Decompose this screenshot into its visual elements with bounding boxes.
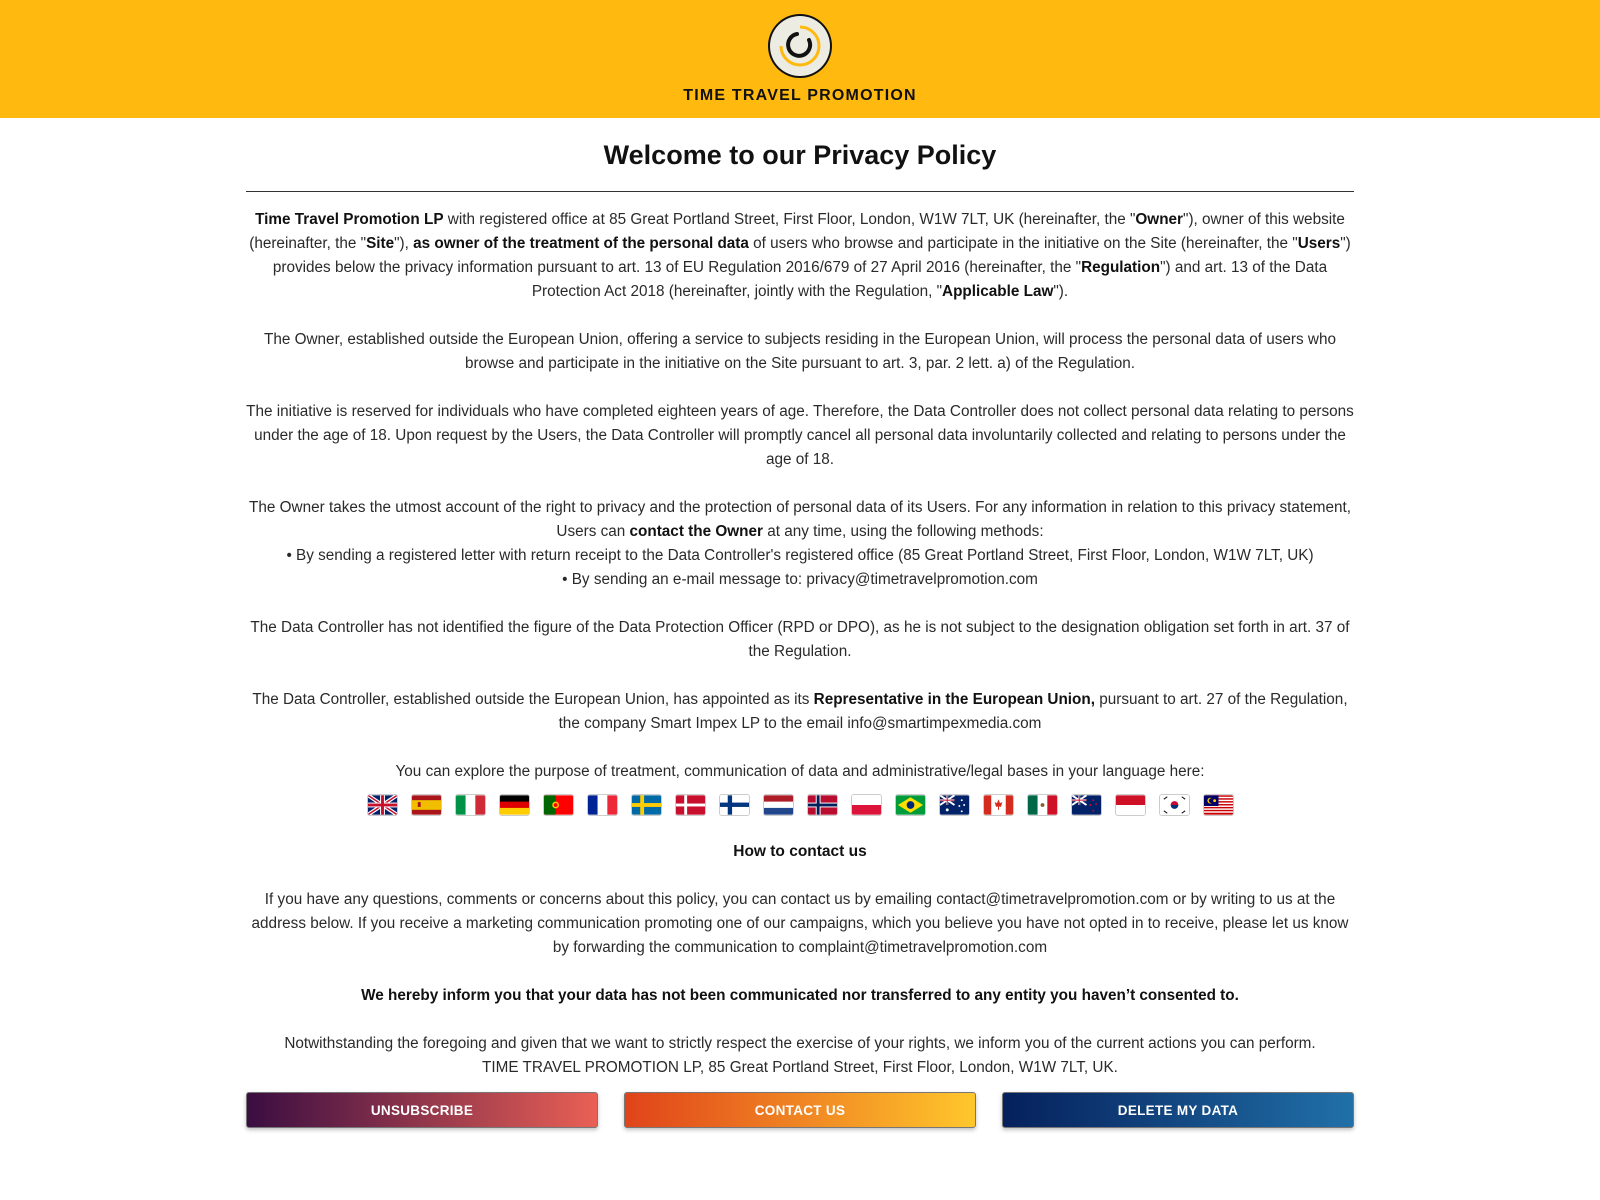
company-address: TIME TRAVEL PROMOTION LP, 85 Great Portland Street, First Floor, London, W1W 7LT, UK. [482, 1059, 1118, 1076]
italy-flag-icon[interactable] [455, 794, 486, 816]
indonesia-flag-icon[interactable] [1115, 794, 1146, 816]
netherlands-flag-icon[interactable] [763, 794, 794, 816]
page-title: Welcome to our Privacy Policy [603, 140, 997, 170]
site-header [0, 0, 1600, 118]
norway-flag-icon[interactable] [807, 794, 838, 816]
language-intro: You can explore the purpose of treatment, communication of data and administrative/legal bases in your language here: [395, 763, 1205, 780]
text: at any time, using the following methods: [762, 523, 1044, 540]
language-flags [246, 794, 1354, 816]
eu-scope-paragraph: The Owner, established outside the European Union, offering a service to subjects residing in the European Union, will process the personal data of users who browse and participate in the initiative on the Site pursuant to art. 3, par. 2 lett. a) of the Regulation. [264, 331, 1336, 372]
rights-text: Notwithstanding the foregoing and given that we want to strictly respect the exercise of your rights, we inform you of the current actions you can perform. [284, 1035, 1316, 1052]
text: ") and art. 13 of the Data Protection Act 2018 (hereinafter, jointly with the Regulation, " [531, 259, 1328, 300]
australia-flag-icon[interactable] [939, 794, 970, 816]
owner-name: Time Travel Promotion LP [255, 211, 444, 228]
brazil-flag-icon[interactable] [895, 794, 926, 816]
spain-flag-icon[interactable] [411, 794, 442, 816]
text: "), [394, 235, 414, 252]
poland-flag-icon[interactable] [851, 794, 882, 816]
malaysia-flag-icon[interactable] [1203, 794, 1234, 816]
delete-my-data-button[interactable]: DELETE MY DATA [1002, 1092, 1354, 1128]
text: The Data Controller, established outside the European Union, has appointed as its [252, 691, 814, 708]
contact-heading: How to contact us [733, 843, 867, 860]
action-buttons [246, 1092, 1354, 1128]
uk-flag-icon[interactable] [367, 794, 398, 816]
contact-methods-paragraph [246, 496, 1354, 592]
text: The Owner takes the utmost account of the right to privacy and the protection of personal data of its Users. For any information in relation to this privacy statement, Users can [249, 499, 1351, 540]
canada-flag-icon[interactable] [983, 794, 1014, 816]
contact-us-button[interactable]: CONTACT US [624, 1092, 976, 1128]
germany-flag-icon[interactable] [499, 794, 530, 816]
eu-representative-paragraph [246, 688, 1354, 736]
text: ") provides below the privacy information pursuant to art. 13 of EU Regulation 2016/679 of 27 April 2016 (hereinafter, the " [272, 235, 1351, 276]
dpo-paragraph: The Data Controller has not identified the figure of the Data Protection Officer (RPD or DPO), as he is not subject to the designation obligation set forth in art. 37 of the Regulation. [250, 619, 1350, 660]
representative-label: Representative in the European Union, [813, 691, 1095, 708]
sweden-flag-icon[interactable] [631, 794, 662, 816]
owner-label: Owner [1135, 211, 1184, 228]
regulation-label: Regulation [1081, 259, 1161, 276]
brand-name: TIME TRAVEL PROMOTION [683, 87, 917, 104]
denmark-flag-icon[interactable] [675, 794, 706, 816]
text: "). [1053, 283, 1069, 300]
site-label: Site [366, 235, 395, 252]
controller-phrase: as owner of the treatment of the personal data [413, 235, 749, 252]
portugal-flag-icon[interactable] [543, 794, 574, 816]
text: pursuant to art. 27 of the Regulation, the company Smart Impex LP to the email info@smartimpexmedia.com [558, 691, 1348, 732]
contact-owner-text: contact the Owner [629, 523, 763, 540]
new-zealand-flag-icon[interactable] [1071, 794, 1102, 816]
data-notice-text: We hereby inform you that your data has not been communicated nor transferred to any entity you haven’t consented to. [361, 987, 1239, 1004]
applicable-law-label: Applicable Law [942, 283, 1054, 300]
south-korea-flag-icon[interactable] [1159, 794, 1190, 816]
text: of users who browse and participate in the initiative on the Site (hereinafter, the " [748, 235, 1298, 252]
text: with registered office at 85 Great Portland Street, First Floor, London, W1W 7LT, UK (hereinafter, the " [443, 211, 1136, 228]
contact-paragraph: If you have any questions, comments or concerns about this policy, you can contact us by emailing contact@timetravelpromotion.com or by writing to us at the address below. If you receive a marketing communication promoting one of our campaigns, which you believe you have not opted in to receive, please let us know by forwarding the communication to complaint@timetravelpromotion.com [251, 891, 1349, 956]
france-flag-icon[interactable] [587, 794, 618, 816]
intro-paragraph [246, 208, 1354, 304]
text: "), owner of this website (hereinafter, the " [249, 211, 1345, 252]
mexico-flag-icon[interactable] [1027, 794, 1058, 816]
contact-method-email: • By sending an e-mail message to: privacy@timetravelpromotion.com [562, 571, 1038, 588]
loading-spinner-icon [766, 12, 834, 80]
data-notice [246, 984, 1354, 1008]
title-divider [246, 191, 1354, 192]
privacy-policy-content [246, 138, 1354, 1128]
age-paragraph: The initiative is reserved for individuals who have completed eighteen years of age. Therefore, the Data Controller does not collect personal data relating to persons under the age of 18. Upon request by the Users, the Data Controller will promptly cancel all personal data involuntarily collected and relating to persons under the age of 18. [246, 403, 1354, 468]
contact-method-letter: • By sending a registered letter with return receipt to the Data Controller's registered office (85 Great Portland Street, First Floor, London, W1W 7LT, UK) [286, 547, 1314, 564]
finland-flag-icon[interactable] [719, 794, 750, 816]
rights-paragraph [246, 1032, 1354, 1080]
unsubscribe-button[interactable]: UNSUBSCRIBE [246, 1092, 598, 1128]
users-label: Users [1297, 235, 1341, 252]
